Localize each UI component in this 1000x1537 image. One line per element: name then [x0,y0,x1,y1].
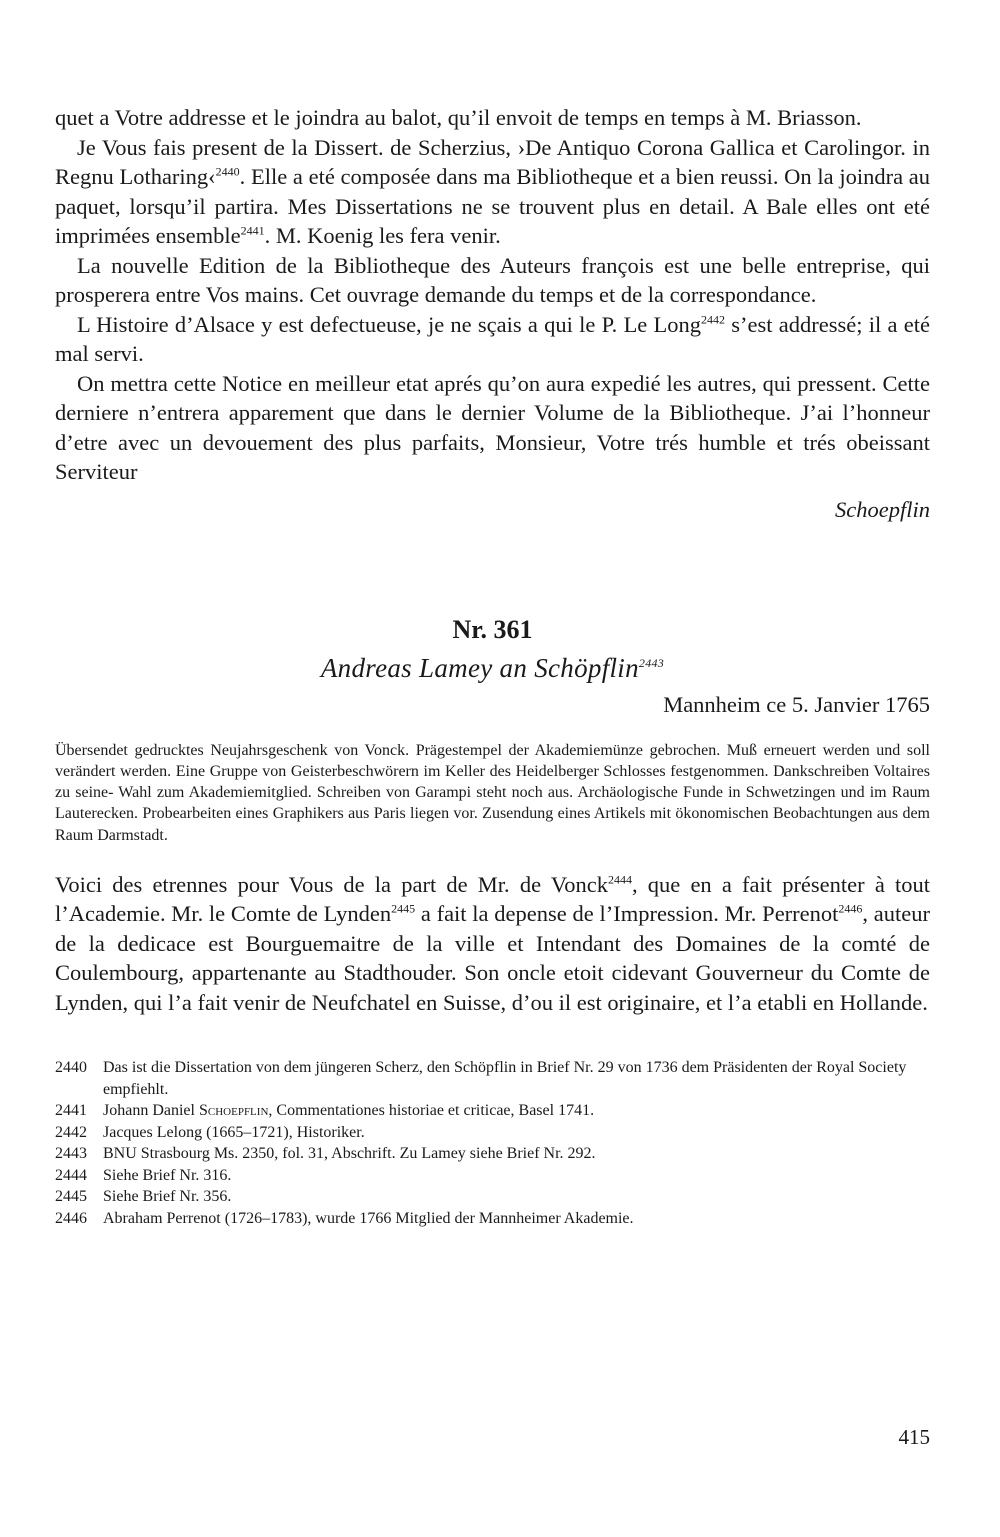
text-run: On mettra cette Notice en meilleur etat aprés qu’on aura expedié les autres, qui pressent. Cette derniere n’entrera apparement que dans le dernier Volume de la Bibliotheque. J’ai l’honneur d’etre avec un devouement des plus parfaits, Monsieur, Votre trés humble et trés obeissant Serviteur [55,370,930,484]
footnote [55,1165,930,1187]
text-run: Siehe Brief Nr. 316. [103,1166,232,1184]
footnote-number: 2440 [55,1059,87,1077]
footnote-number: 2445 [55,1188,87,1206]
footnote-text [103,1186,930,1208]
footnote-number: 2441 [55,1102,87,1120]
paragraph [55,251,930,310]
letter-heading-text: Andreas Lamey an Schöpflin [320,652,639,683]
text-run: . Elle a eté composée dans ma Bibliotheque et a bien reussi. On la joindra au paquet, lorsqu’il partira. Mes Dissertations ne se trouvent plus en detail. A Bale elles ont eté imprimées ensemble [55,164,930,248]
footnote-text [103,1057,930,1100]
footnote [55,1208,930,1230]
footnote-number: 2442 [55,1123,87,1141]
text-run: Johann Daniel [103,1102,199,1120]
signature: Schoepflin [835,496,930,522]
text-run: La nouvelle Edition de la Bibliotheque des Auteurs françois est une belle entreprise, qui prosperera entre Vos mains. Cet ouvrage demande du temps et de la correspondance. [55,252,930,307]
footnotes [55,1057,930,1229]
footnote-ref: 2441 [240,223,265,238]
letter-continuation [55,103,930,487]
footnote-number: 2443 [55,1145,87,1163]
paragraph [55,369,930,487]
letter-heading [55,653,930,684]
footnote-number: 2444 [55,1166,87,1184]
footnote-text [103,1122,930,1144]
footnote-text [103,1208,930,1230]
author-name: Schoepflin [198,1102,269,1120]
text-run: Jacques Lelong (1665–1721), Historiker. [103,1123,365,1141]
text-run: , que en a fait présenter à tout l’Academie. Mr. le Comte de Lynden [55,871,930,927]
footnote-ref: 2446 [838,901,863,916]
page-number: 415 [898,1425,930,1449]
footnote [55,1100,930,1122]
text-run: Das ist die Dissertation von dem jüngeren Scherz, den Schöpflin in Brief Nr. 29 von 1736 dem Präsidenten der Royal Society empfiehlt. [103,1059,907,1098]
footnote [55,1122,930,1144]
text-run: Abraham Perrenot (1726–1783), wurde 1766 Mitglied der Mannheimer Akademie. [103,1209,634,1227]
footnote-text [103,1143,930,1165]
footnote-ref: 2442 [701,312,726,326]
text-run: Je Vous fais present de la Dissert. de Scherzius, ›De Antiquo Corona Gallica et Carolingor. in Regnu Lotharing‹ [55,134,930,189]
footnote [55,1057,930,1100]
footnote-ref: 2443 [638,655,665,670]
footnote-number: 2446 [55,1209,87,1227]
letter-number: Nr. 361 [452,614,533,644]
footnote-ref: 2440 [215,164,240,179]
footnote-ref: 2445 [391,901,416,916]
footnote-text [103,1165,930,1187]
text-run: , Commentationes historiae et criticae, Basel 1741. [268,1102,595,1120]
paragraph [55,310,930,369]
text-run: a fait la depense de l’Impression. Mr. Perrenot [415,901,839,927]
dateline: Mannheim ce 5. Janvier 1765 [663,691,930,717]
text-run: Voici des etrennes pour Vous de la part de Mr. de Vonck [55,871,608,897]
text-run: . M. Koenig les fera venir. [264,223,501,248]
paragraph [55,103,930,133]
text-run: BNU Strasbourg Ms. 2350, fol. 31, Abschrift. Zu Lamey siehe Brief Nr. 292. [103,1145,596,1163]
text-run: quet a Votre addresse et le joindra au balot, qu’il envoit de temps en temps à M. Briasson. [55,105,862,130]
letter-body [55,870,930,1018]
text-run: Siehe Brief Nr. 356. [103,1188,232,1206]
paragraph [55,133,930,251]
footnote [55,1186,930,1208]
footnote [55,1143,930,1165]
summary: Übersendet gedrucktes Neujahrsgeschenk von Vonck. Prägestempel der Akademiemünze gebrochen. Muß erneuert werden und soll verändert werden. Eine Gruppe von Geisterbeschwörern im Keller des Heidelberger Schlosses festgenommen. Dankschreiben Voltaires zu seine- Wahl zum Akademiemitglied. Schreiben von Garampi steht noch aus. Archäologische Funde in Schwetzingen und im Raum Lauterecken. Probearbeiten eines Graphikers aus Paris liegen vor. Zusendung eines Artikels mit ökonomischen Beobachtungen aus dem Raum Darmstadt. [55,741,930,844]
footnote-ref: 2444 [607,872,632,887]
text-run: L Histoire d’Alsace y est defectueuse, je ne sçais a qui le P. Le Long [77,311,702,337]
text-run: , auteur de la dedicace est Bourguemaitre de la ville et Intendant des Domaines de la comté de Coulembourg, appartenante au Stadthouder. Son oncle etoit cidevant Gouverneur du Comte de Lynden, qui l’a fait venir de Neufchatel en Suisse, d’ou il est originaire, et l’a etabli en Hollande. [55,901,930,1015]
footnote-text [103,1100,930,1122]
text-run: s’est addressé; il a eté mal servi. [55,311,930,366]
page-content [55,103,930,1229]
